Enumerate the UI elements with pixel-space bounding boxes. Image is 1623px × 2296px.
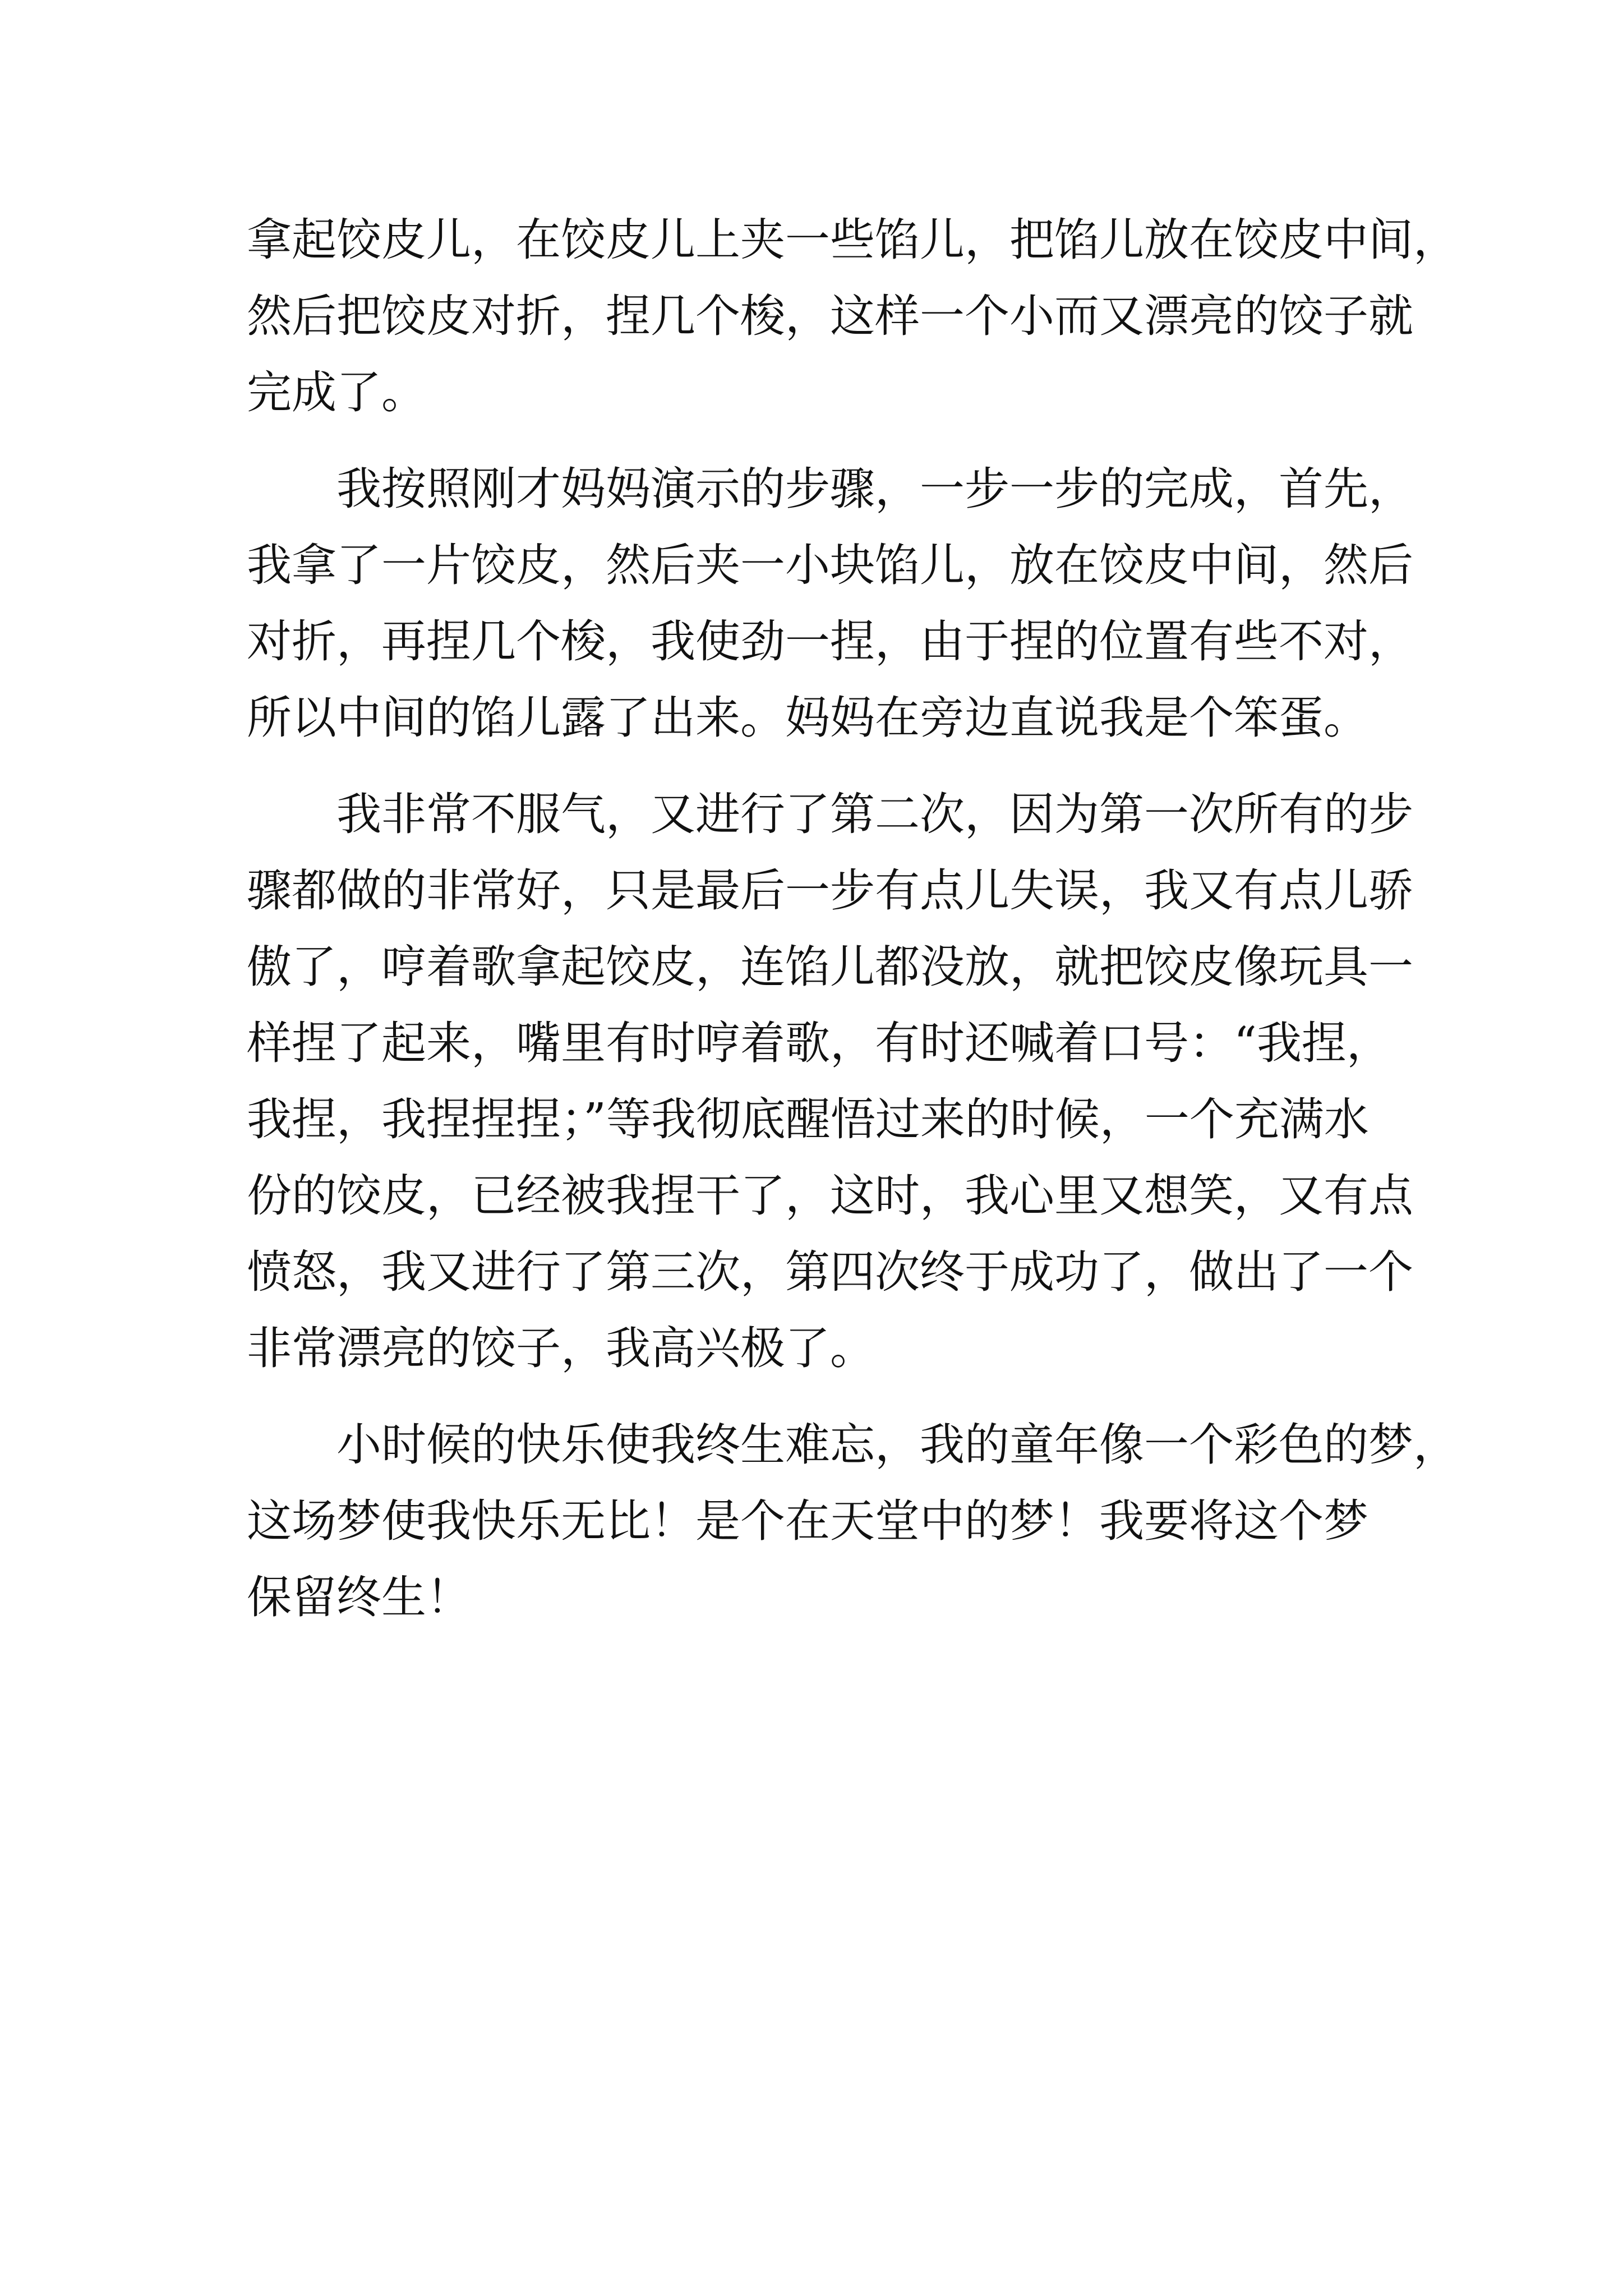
text-line: 份的饺皮，已经被我捏干了，这时，我心里又想笑，又有点 (247, 1170, 1413, 1222)
text-line: 对折，再捏几个梭，我使劲一捏，由于捏的位置有些不对， (247, 615, 1413, 668)
text-line: 我非常不服气，又进行了第二次，因为第一次所有的步 (247, 788, 1413, 840)
document-body (247, 202, 1458, 1636)
text-line: 骤都做的非常好，只是最后一步有点儿失误，我又有点儿骄 (247, 864, 1413, 917)
text-line: 小时候的快乐使我终生难忘，我的童年像一个彩色的梦， (247, 1419, 1458, 1471)
text-line: 愤怒，我又进行了第三次，第四次终于成功了，做出了一个 (247, 1246, 1413, 1298)
text-line: 然后把饺皮对折，捏几个梭，这样一个小而又漂亮的饺子就 (247, 290, 1413, 342)
text-line: 非常漂亮的饺子，我高兴极了。 (247, 1322, 875, 1374)
text-line: 我捏，我捏捏捏；”等我彻底醒悟过来的时候，一个充满水 (247, 1093, 1369, 1145)
text-line: 我拿了一片饺皮，然后夹一小块馅儿，放在饺皮中间，然后 (247, 539, 1413, 591)
text-line: 完成了。 (247, 366, 426, 418)
text-line: 所以中间的馅儿露了出来。妈妈在旁边直说我是个笨蛋。 (247, 692, 1368, 744)
text-line: 拿起饺皮儿，在饺皮儿上夹一些馅儿，把馅儿放在饺皮中间， (247, 214, 1458, 266)
text-line: 这场梦使我快乐无比！是个在天堂中的梦！我要将这个梦 (247, 1495, 1368, 1547)
text-line: 样捏了起来，嘴里有时哼着歌，有时还喊着口号：“我捏， (247, 1017, 1391, 1069)
text-line: 我按照刚才妈妈演示的步骤，一步一步的完成，首先， (247, 463, 1413, 515)
text-line: 保留终生！ (247, 1571, 471, 1623)
text-line: 傲了，哼着歌拿起饺皮，连馅儿都没放，就把饺皮像玩具一 (247, 941, 1413, 993)
